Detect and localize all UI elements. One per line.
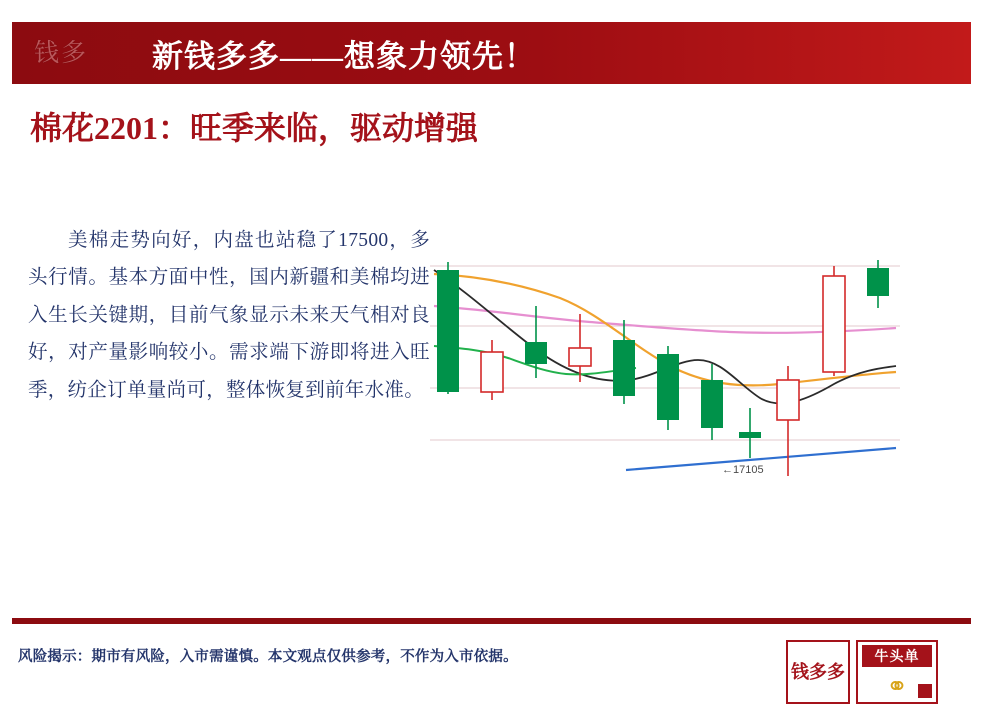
body-paragraph: 美棉走势向好，内盘也站稳了17500，多头行情。基本方面中性，国内新疆和美棉均进入生长关键期，目前气象显示未来天气相对良好，对产量影响较小。需求端下游即将进入旺季，纺企订单量尚可，整体恢复到前年水准。	[28, 230, 430, 401]
candle	[739, 408, 761, 458]
candle-series	[437, 260, 889, 476]
footer-logos	[786, 640, 938, 702]
bull-icon: ⚭	[886, 672, 908, 701]
seal-box	[23, 32, 97, 74]
seal-glyph-left: 钱	[33, 39, 59, 67]
logo-niutoudan	[856, 640, 938, 704]
page-title: 棉花2201：旺季来临，驱动增强	[30, 110, 479, 146]
candle	[657, 346, 679, 430]
candle	[569, 314, 591, 382]
candle	[613, 320, 635, 404]
candle	[777, 366, 799, 476]
header-bar	[12, 22, 971, 84]
candle	[823, 266, 845, 376]
footer-disclaimer: 风险揭示：期市有风险，入市需谨慎。本文观点仅供参考，不作为入市依据。	[18, 649, 518, 665]
seal-glyph-right: 多	[61, 39, 87, 67]
header-title: 新钱多多——想象力领先！	[152, 38, 536, 74]
footer-divider	[12, 618, 971, 624]
chart-svg	[430, 248, 900, 498]
brand-seal	[12, 22, 108, 84]
stamp-icon	[918, 684, 932, 698]
candlestick-chart	[430, 248, 900, 498]
candle	[437, 262, 459, 394]
chart-annotation: ←17105	[722, 464, 764, 476]
candle	[701, 364, 723, 440]
candle	[867, 260, 889, 308]
candle	[481, 340, 503, 400]
logo-qianduoduo	[786, 640, 850, 704]
logo-niutoudan-label: 牛头单	[862, 645, 932, 667]
logo-qianduoduo-label: 钱多多	[791, 661, 845, 682]
